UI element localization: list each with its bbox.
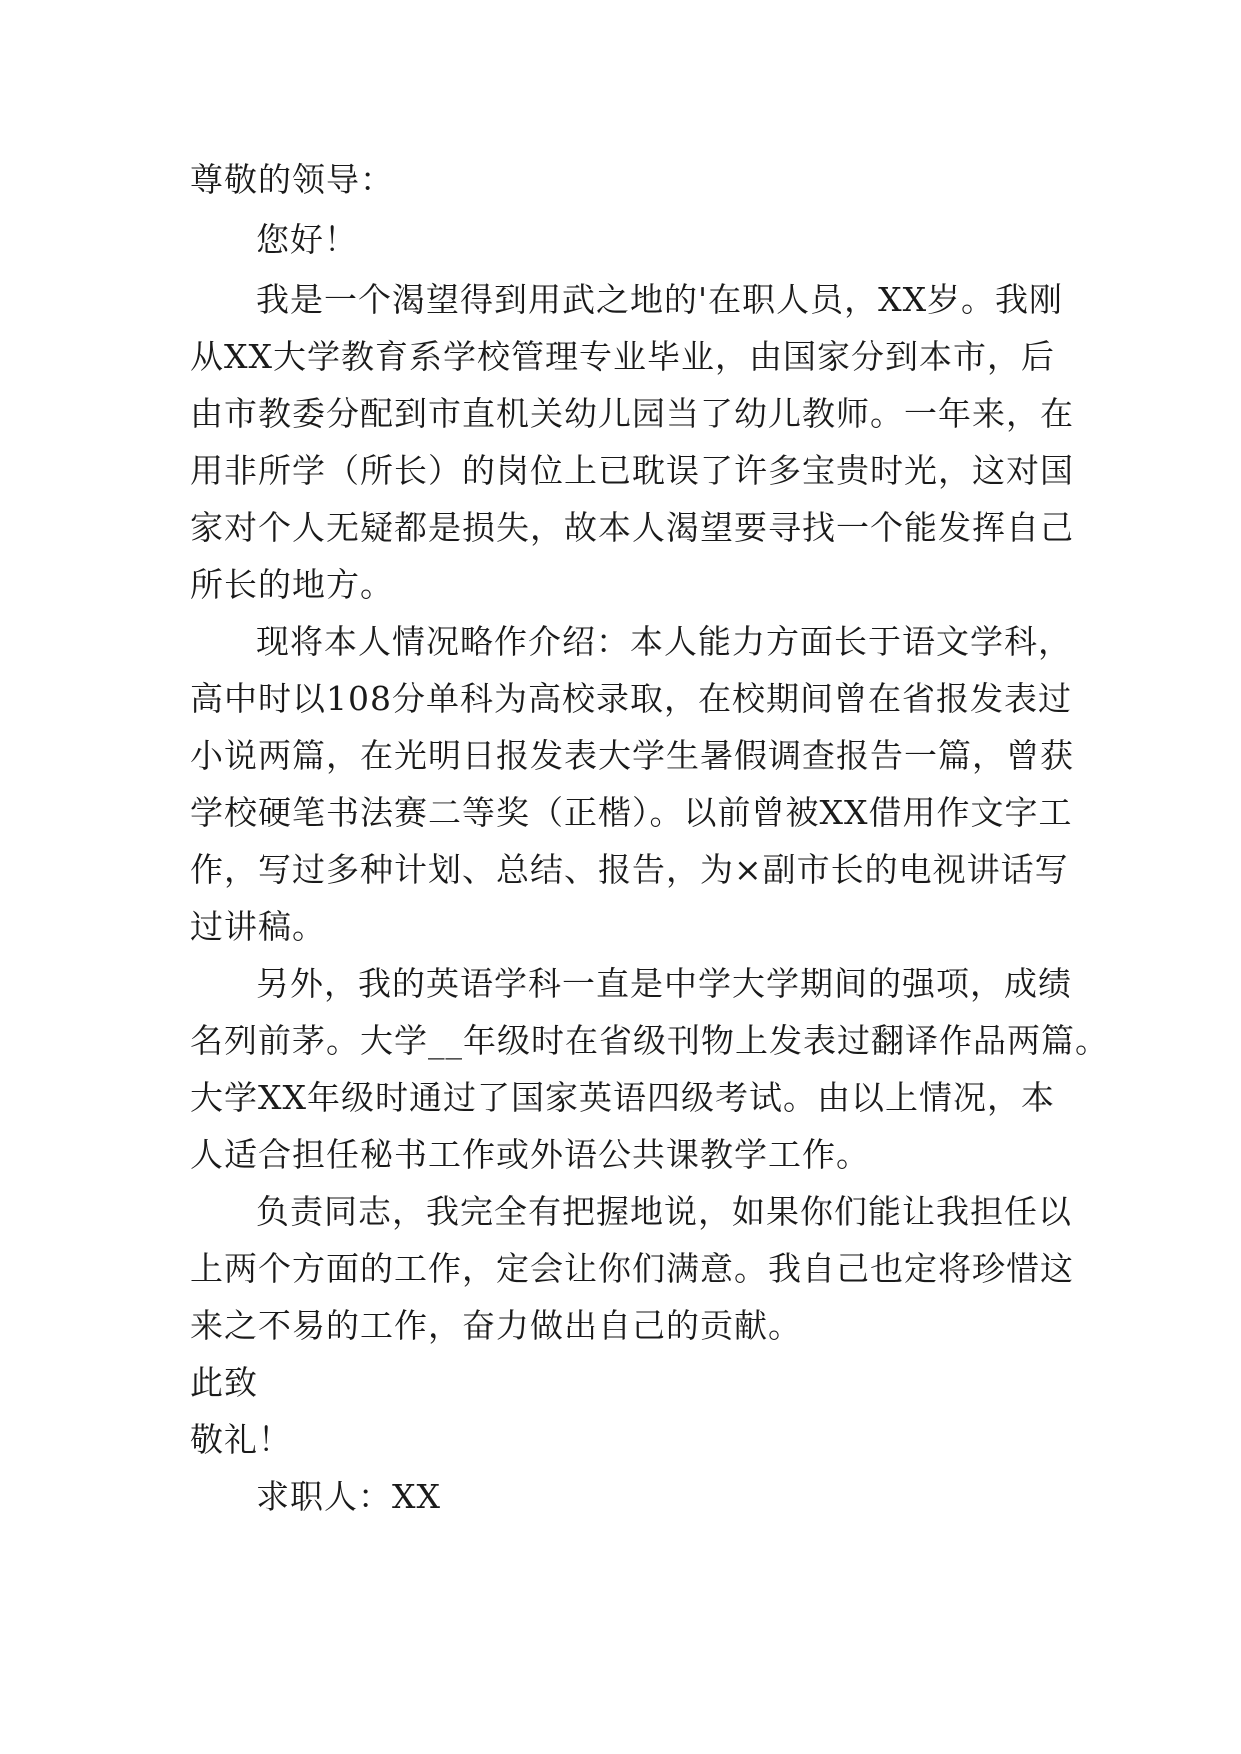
salutation: 尊敬的领导：: [190, 160, 394, 199]
paragraph-1-line: 用非所学（所长）的岗位上已耽误了许多宝贵时光，这对国: [190, 451, 1074, 490]
paragraph-3-line: 人适合担任秘书工作或外语公共课教学工作。: [190, 1135, 870, 1174]
paragraph-2-line: 现将本人情况略作介绍：本人能力方面长于语文学科，: [256, 622, 1072, 661]
paragraph-1-line: 家对个人无疑都是损失，故本人渴望要寻找一个能发挥自己: [190, 508, 1074, 547]
paragraph-2-line: 作，写过多种计划、总结、报告，为×副市长的电视讲话写: [190, 850, 1069, 889]
paragraph-4-line: 上两个方面的工作，定会让你们满意。我自己也定将珍惜这: [190, 1249, 1074, 1288]
paragraph-3-line: 名列前茅。大学__年级时在省级刊物上发表过翻译作品两篇。: [190, 1021, 1109, 1060]
closing-line-1: 此致: [190, 1363, 258, 1402]
paragraph-2-line: 学校硬笔书法赛二等奖（正楷）。以前曾被XX借用作文字工: [190, 793, 1073, 832]
paragraph-1-line: 由市教委分配到市直机关幼儿园当了幼儿教师。一年来，在: [190, 394, 1074, 433]
paragraph-2-line: 小说两篇，在光明日报发表大学生暑假调查报告一篇，曾获: [190, 736, 1074, 775]
paragraph-3-line: 另外，我的英语学科一直是中学大学期间的强项，成绩: [256, 964, 1072, 1003]
paragraph-1-line: 我是一个渴望得到用武之地的'在职人员，XX岁。我刚: [256, 280, 1064, 319]
greeting: 您好！: [256, 220, 358, 259]
closing-line-2: 敬礼！: [190, 1420, 292, 1459]
paragraph-1-line: 从XX大学教育系学校管理专业毕业，由国家分到本市，后: [190, 337, 1055, 376]
paragraph-4-line: 来之不易的工作，奋力做出自己的贡献。: [190, 1306, 802, 1345]
paragraph-2-line: 高中时以108分单科为高校录取，在校期间曾在省报发表过: [190, 679, 1072, 718]
paragraph-1-line: 所长的地方。: [190, 565, 394, 604]
signature: 求职人：XX: [256, 1477, 441, 1516]
paragraph-3-line: 大学XX年级时通过了国家英语四级考试。由以上情况，本: [190, 1078, 1055, 1117]
paragraph-4-line: 负责同志，我完全有把握地说，如果你们能让我担任以: [256, 1192, 1072, 1231]
paragraph-2-line: 过讲稿。: [190, 907, 326, 946]
